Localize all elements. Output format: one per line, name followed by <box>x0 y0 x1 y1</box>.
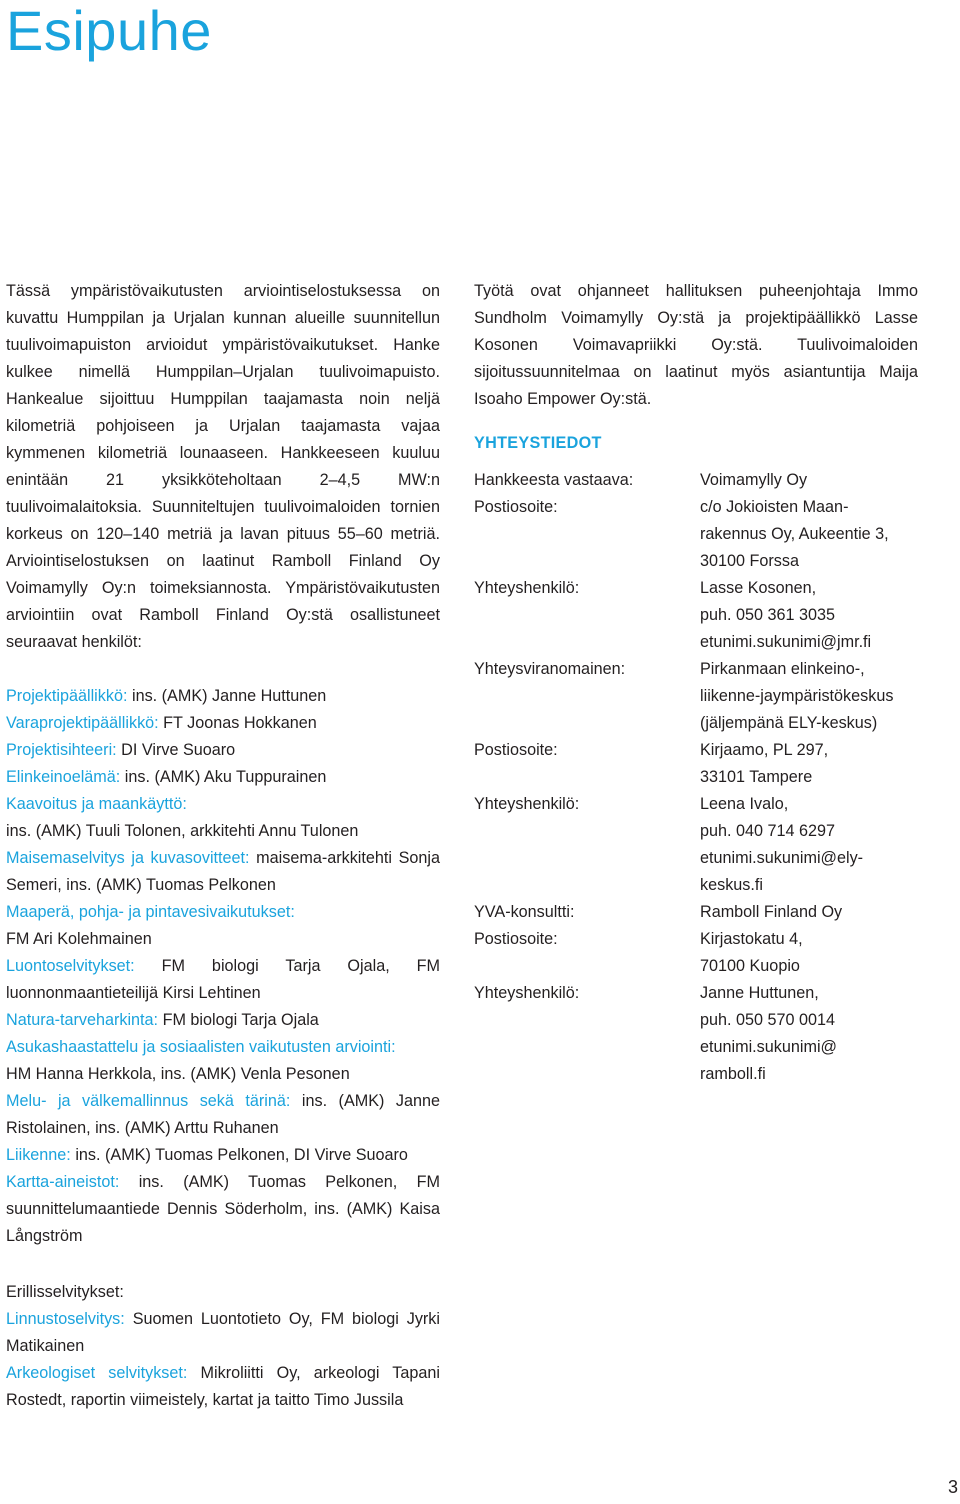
team-member <box>6 1088 440 1142</box>
team-member <box>6 791 440 845</box>
separate-studies <box>6 1279 440 1414</box>
team-member <box>6 710 440 737</box>
team-people: FT Joonas Hokkanen <box>163 714 317 732</box>
contact-value <box>700 467 918 494</box>
team-role: Maaperä, pohja- ja pintavesivaikutukset: <box>6 903 295 921</box>
contact-label: Yhteysviranomainen: <box>474 660 626 678</box>
team-member <box>6 764 440 791</box>
separate-studies-label: Erillisselvitykset: <box>6 1283 124 1301</box>
contact-line: Kirjaamo, PL 297, <box>700 741 829 759</box>
team-member <box>6 899 440 953</box>
steering-paragraph: Työtä ovat ohjanneet hallituksen puheenjohtaja Immo Sundholm Voimamylly Oy:stä ja projektipäällikkö Lasse Kosonen Voimavapriikki Oy:stä. Tuulivoimaloiden sijoitussuunnitelmaa on laatinut myös asiantuntija Maija Isoaho Empower Oy:stä. <box>474 282 918 408</box>
contact-value <box>700 791 918 899</box>
contact-line: 30100 Forssa <box>700 552 799 570</box>
contact-line: Ramboll Finland Oy <box>700 903 843 921</box>
contact-line: puh. 050 570 0014 <box>700 1011 836 1029</box>
contact-label: Postiosoite: <box>474 741 558 759</box>
contact-line: 33101 Tampere <box>700 768 813 786</box>
team-role: Kartta-aineistot: <box>6 1173 120 1191</box>
contact-value <box>700 926 918 980</box>
contact-value <box>700 980 918 1088</box>
team-people: ins. (AMK) Aku Tuppurainen <box>124 768 327 786</box>
team-people: FM Ari Kolehmainen <box>6 930 152 948</box>
contact-line: Lasse Kosonen, <box>700 579 817 597</box>
contact-email: ramboll.fi <box>700 1065 766 1083</box>
contact-label: Hankkeesta vastaava: <box>474 471 634 489</box>
contact-label: Postiosoite: <box>474 930 558 948</box>
team-people: ins. (AMK) Tuomas Pelkonen, FM suunnittelumaantiede Dennis Söderholm, ins. (AMK) Kaisa Långström <box>6 1173 440 1245</box>
team-people: ins. (AMK) Janne Huttunen <box>131 687 327 705</box>
team-role: Elinkeinoelämä: <box>6 768 121 786</box>
team-role: Melu- ja välkemallinnus sekä tärinä: <box>6 1092 291 1110</box>
contact-line: puh. 040 714 6297 <box>700 822 836 840</box>
contact-value <box>700 494 918 575</box>
contact-row <box>474 926 918 980</box>
team-member <box>6 1007 440 1034</box>
team-member <box>6 737 440 764</box>
team-role: Varaprojektipäällikkö: <box>6 714 159 732</box>
contact-value <box>700 656 918 737</box>
contact-line: Janne Huttunen, <box>700 984 819 1002</box>
team-list <box>6 683 440 1250</box>
contact-row <box>474 494 918 575</box>
contacts-heading: YHTEYSTIEDOT <box>474 434 602 452</box>
separate-study <box>6 1306 440 1360</box>
contact-line: Voimamylly Oy <box>700 471 808 489</box>
team-member <box>6 1169 440 1250</box>
contact-label: Postiosoite: <box>474 498 558 516</box>
study-role: Arkeologiset selvitykset: <box>6 1364 188 1382</box>
contact-row <box>474 656 918 737</box>
contact-label: Yhteyshenkilö: <box>474 579 580 597</box>
team-people: FM biologi Tarja Ojala, FM luonnonmaantieteilijä Kirsi Lehtinen <box>6 957 441 1002</box>
separate-studies-list <box>6 1306 440 1414</box>
team-people: HM Hanna Herkkola, ins. (AMK) Venla Pesonen <box>6 1065 350 1083</box>
study-role: Linnustoselvitys: <box>6 1310 125 1328</box>
contact-value <box>700 575 918 656</box>
contact-label: YVA-konsultti: <box>474 903 575 921</box>
study-people: Suomen Luontotieto Oy, FM biologi Jyrki Matikainen <box>6 1310 440 1355</box>
separate-study <box>6 1360 440 1414</box>
team-member <box>6 1034 440 1088</box>
contact-label: Yhteyshenkilö: <box>474 984 580 1002</box>
contact-line: liikenne-jaympäristökeskus <box>700 687 894 705</box>
team-member <box>6 683 440 710</box>
team-people: ins. (AMK) Janne Ristolainen, ins. (AMK) Arttu Ruhanen <box>6 1092 441 1137</box>
team-role: Projektipäällikkö: <box>6 687 128 705</box>
contact-email: keskus.fi <box>700 876 763 894</box>
contact-line: (jäljempänä ELY-keskus) <box>700 714 878 732</box>
team-people: DI Virve Suoaro <box>121 741 236 759</box>
contact-line: c/o Jokioisten Maan- <box>700 498 849 516</box>
team-people: ins. (AMK) Tuomas Pelkonen, DI Virve Suoaro <box>75 1146 408 1164</box>
study-people: Mikroliitti Oy, arkeologi Tapani Rostedt, raportin viimeistely, kartat ja taitto Timo Jussila <box>6 1364 440 1409</box>
team-role: Luontoselvitykset: <box>6 957 135 975</box>
contact-row <box>474 899 918 926</box>
contact-value <box>700 899 918 926</box>
team-member <box>6 953 440 1007</box>
team-role: Asukashaastattelu ja sosiaalisten vaikutusten arviointi: <box>6 1038 396 1056</box>
contact-line: Pirkanmaan elinkeino-, <box>700 660 865 678</box>
page-title: Esipuhe <box>6 0 212 62</box>
team-member <box>6 1142 440 1169</box>
left-column <box>6 278 440 1250</box>
page-number: 3 <box>947 1477 958 1497</box>
team-role: Projektisihteeri: <box>6 741 117 759</box>
team-role: Kaavoitus ja maankäyttö: <box>6 795 187 813</box>
contact-row <box>474 575 918 656</box>
contacts-table <box>474 467 918 1088</box>
contact-email: etunimi.sukunimi@jmr.fi <box>700 633 872 651</box>
right-column <box>474 278 918 1088</box>
intro-paragraph: Tässä ympäristövaikutusten arviointiselostuksessa on kuvattu Humppilan ja Urjalan kunnan alueille suunnitellun tuulivoimapuiston arvioidut ympäristövaikutukset. Hanke kulkee nimellä Humppilan–Urjalan tuulivoimapuisto. Hankealue sijoittuu Humppilan taajamasta noin neljä kilometriä pohjoiseen ja Urjalan taajamasta vajaa kymmenen kilometriä lounaaseen. Hankkeeseen kuuluu enintään 21 yksikköteholtaan 2–4,5 MW:n tuulivoimalaitoksia. Suunniteltujen tuulivoimaloiden tornien korkeus on 120–140 metriä ja lavan pituus 55–60 metriä. Arviointiselostuksen on laatinut Ramboll Finland Oy Voimamylly Oy:n toimeksiannosta. Ympäristövaikutusten arviointiin ovat Ramboll Finland Oy:stä osallistuneet seuraavat henkilöt: <box>6 282 440 651</box>
team-people: FM biologi Tarja Ojala <box>162 1011 319 1029</box>
contact-line: rakennus Oy, Aukeentie 3, <box>700 525 889 543</box>
team-role: Liikenne: <box>6 1146 71 1164</box>
contact-row <box>474 980 918 1088</box>
contact-line: Leena Ivalo, <box>700 795 789 813</box>
team-member <box>6 845 440 899</box>
team-role: Maisemaselvitys ja kuvasovitteet: <box>6 849 250 867</box>
contact-email: etunimi.sukunimi@ <box>700 1038 837 1056</box>
contact-row <box>474 467 918 494</box>
contact-label: Yhteyshenkilö: <box>474 795 580 813</box>
team-role: Natura-tarveharkinta: <box>6 1011 159 1029</box>
team-people: maisema-arkkitehti Sonja Semeri, ins. (AMK) Tuomas Pelkonen <box>6 849 440 894</box>
contact-email: etunimi.sukunimi@ely- <box>700 849 864 867</box>
team-people: ins. (AMK) Tuuli Tolonen, arkkitehti Annu Tulonen <box>6 822 359 840</box>
contact-line: Kirjastokatu 4, <box>700 930 803 948</box>
contact-row <box>474 737 918 791</box>
contact-line: 70100 Kuopio <box>700 957 800 975</box>
contact-line: puh. 050 361 3035 <box>700 606 836 624</box>
contact-value <box>700 737 918 791</box>
contact-row <box>474 791 918 899</box>
